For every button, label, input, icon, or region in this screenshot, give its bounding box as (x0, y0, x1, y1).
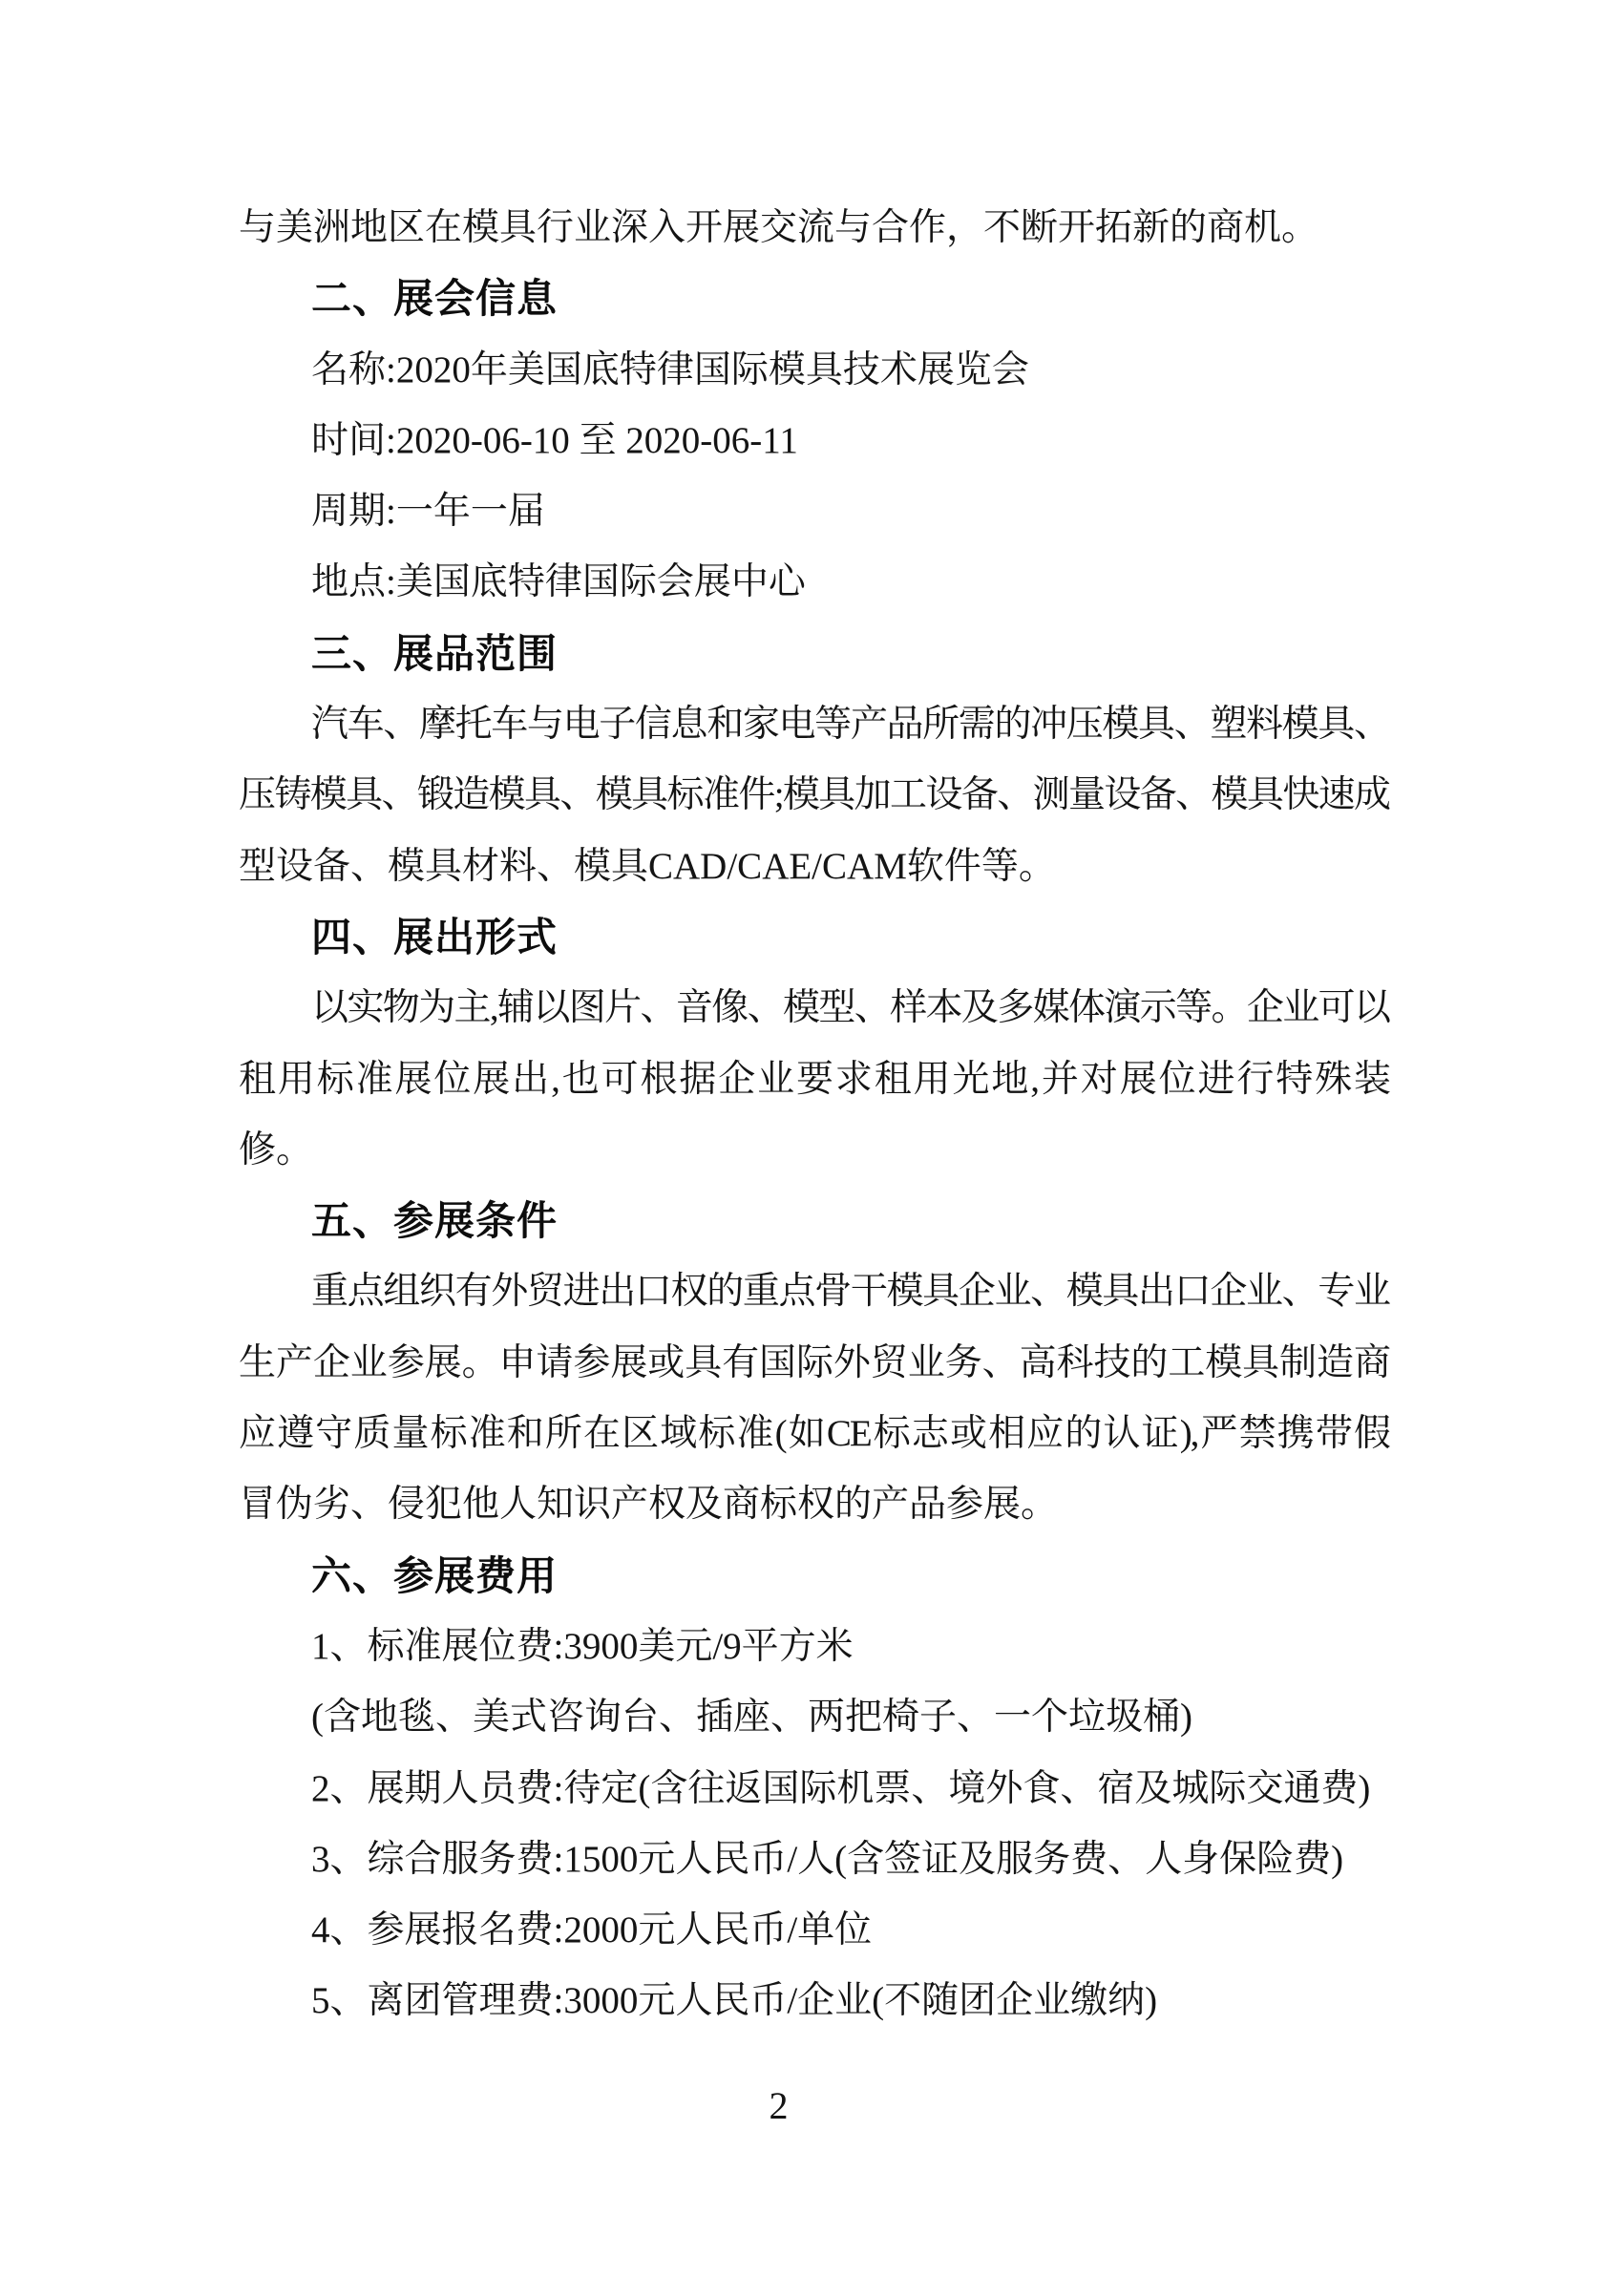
fee-management-line: 5、离团管理费:3000元人民币/企业(不随团企业缴纳) (311, 1980, 1158, 2022)
exhibition-time-line: 时间:2020-06-10 至 2020-06-11 (311, 419, 798, 461)
exhibition-name-line: 名称:2020年美国底特律国际模具技术展览会 (311, 348, 1029, 390)
heading-exhibit-scope: 三、展品范围 (311, 630, 559, 676)
participation-conditions-text-line: 生产企业参展。申请参展或具有国际外贸业务、高科技的工模具制造商 (239, 1341, 1389, 1383)
page-number: 2 (769, 2084, 789, 2127)
exhibit-format-text-line: 租用标准展位展出,也可根据企业要求租用光地,并对展位进行特殊装 (239, 1058, 1389, 1100)
exhibit-format-text-line: 以实物为主,辅以图片、音像、模型、样本及多媒体演示等。企业可以 (311, 987, 1389, 1029)
fee-standard-booth-line: 1、标准展位费:3900美元/9平方米 (311, 1625, 854, 1667)
continuation-text-line: 与美洲地区在模具行业深入开展交流与合作，不断开拓新的商机。 (239, 207, 1319, 248)
fee-booth-note-line: (含地毯、美式咨询台、插座、两把椅子、一个垃圾桶) (311, 1697, 1192, 1739)
document-body (239, 193, 1389, 2037)
exhibit-scope-text-line: 压铸模具、锻造模具、模具标准件;模具加工设备、测量设备、模具快速成 (239, 774, 1389, 816)
heading-exhibition-info: 二、展会信息 (311, 276, 559, 322)
participation-conditions-text-line: 冒伪劣、侵犯他人知识产权及商标权的产品参展。 (239, 1484, 1059, 1526)
fee-registration-line: 4、参展报名费:2000元人民币/单位 (311, 1909, 873, 1951)
heading-participation-conditions: 五、参展条件 (311, 1198, 559, 1244)
heading-exhibit-format: 四、展出形式 (311, 914, 559, 960)
fee-service-line: 3、综合服务费:1500元人民币/人(含签证及服务费、人身保险费) (311, 1838, 1344, 1880)
fee-personnel-line: 2、展期人员费:待定(含往返国际机票、境外食、宿及城际交通费) (311, 1767, 1371, 1809)
participation-conditions-text-line: 应遵守质量标准和所在区域标准(如CE标志或相应的认证),严禁携带假 (239, 1413, 1389, 1455)
heading-participation-fees: 六、参展费用 (311, 1552, 559, 1598)
exhibition-cycle-line: 周期:一年一届 (311, 491, 545, 533)
participation-conditions-text-line: 重点组织有外贸进出口权的重点骨干模具企业、模具出口企业、专业 (311, 1271, 1389, 1313)
exhibit-format-text-line: 修。 (239, 1128, 314, 1171)
exhibit-scope-text-line: 汽车、摩托车与电子信息和家电等产品所需的冲压模具、塑料模具、 (311, 704, 1389, 746)
exhibit-scope-text-line: 型设备、模具材料、模具CAD/CAE/CAM软件等。 (239, 845, 1056, 887)
exhibition-venue-line: 地点:美国底特律国际会展中心 (311, 561, 806, 603)
